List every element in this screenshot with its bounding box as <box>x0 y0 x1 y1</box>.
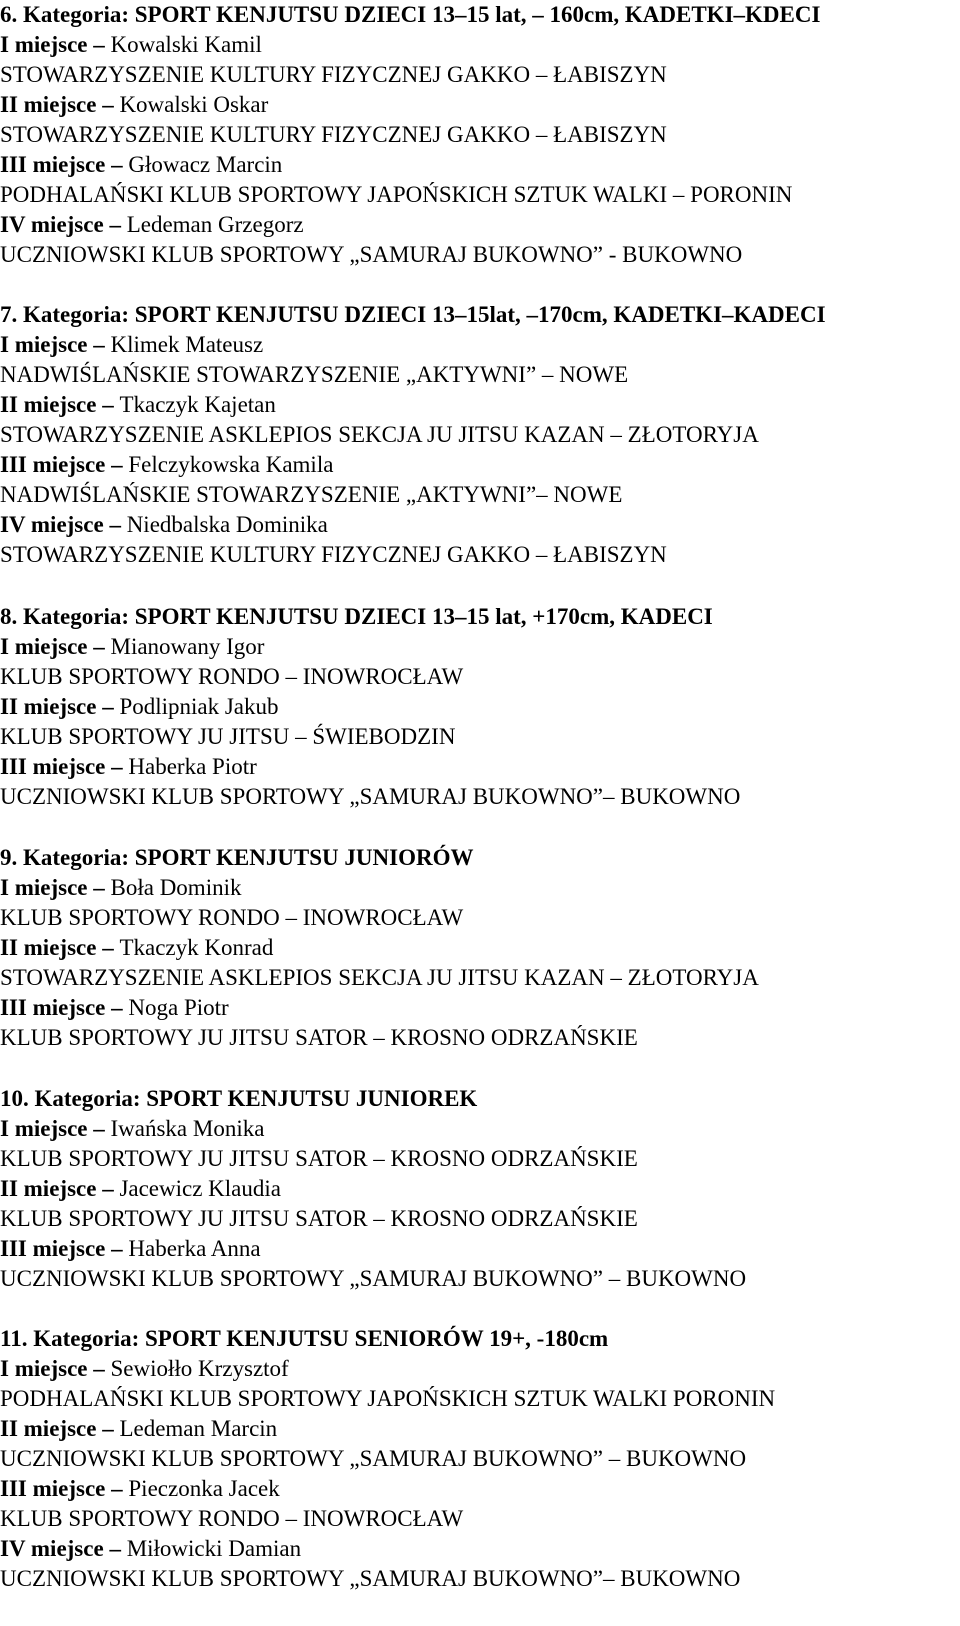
category-heading: 9. Kategoria: SPORT KENJUTSU JUNIORÓW <box>0 845 474 870</box>
place-label: I miejsce <box>0 32 88 57</box>
club-name: NADWIŚLAŃSKIE STOWARZYSZENIE „AKTYWNI” – NOWE <box>0 362 629 387</box>
place-label: III miejsce <box>0 754 106 779</box>
club-name: KLUB SPORTOWY RONDO – INOWROCŁAW <box>0 1506 464 1531</box>
place-label: III miejsce <box>0 152 106 177</box>
result-place-name <box>0 150 282 180</box>
category-heading: 8. Kategoria: SPORT KENJUTSU DZIECI 13–15 lat, +170cm, KADECI <box>0 604 713 629</box>
result-place-name <box>0 1414 277 1444</box>
place-label: II miejsce <box>0 694 97 719</box>
club-name: KLUB SPORTOWY RONDO – INOWROCŁAW <box>0 905 464 930</box>
place-label: I miejsce <box>0 875 88 900</box>
place-separator: – <box>96 935 120 960</box>
result-place-name <box>0 993 229 1023</box>
place-label: III miejsce <box>0 1476 106 1501</box>
place-label: II miejsce <box>0 1176 97 1201</box>
place-label: I miejsce <box>0 1356 88 1381</box>
place-separator: – <box>87 332 111 357</box>
category-heading: 10. Kategoria: SPORT KENJUTSU JUNIOREK <box>0 1086 478 1111</box>
place-label: IV miejsce <box>0 212 104 237</box>
result-place-name <box>0 873 241 903</box>
club-name: UCZNIOWSKI KLUB SPORTOWY „SAMURAJ BUKOWNO” - BUKOWNO <box>0 242 743 267</box>
competitor-name: Tkaczyk Konrad <box>119 935 274 960</box>
competitor-name: Jacewicz Klaudia <box>119 1176 281 1201</box>
place-separator: – <box>96 392 120 417</box>
place-separator: – <box>96 1416 120 1441</box>
place-separator: – <box>87 1116 111 1141</box>
competitor-name: Niedbalska Dominika <box>126 512 328 537</box>
place-separator: – <box>96 92 120 117</box>
category-heading: 6. Kategoria: SPORT KENJUTSU DZIECI 13–15 lat, – 160cm, KADETKI–KDECI <box>0 2 821 27</box>
club-name: STOWARZYSZENIE KULTURY FIZYCZNEJ GAKKO – ŁABISZYN <box>0 122 667 147</box>
place-label: II miejsce <box>0 935 97 960</box>
category-heading: 7. Kategoria: SPORT KENJUTSU DZIECI 13–15lat, –170cm, KADETKI–KADECI <box>0 302 826 327</box>
club-name: UCZNIOWSKI KLUB SPORTOWY „SAMURAJ BUKOWNO” – BUKOWNO <box>0 1446 747 1471</box>
competitor-name: Noga Piotr <box>128 995 229 1020</box>
place-separator: – <box>103 1536 127 1561</box>
place-label: I miejsce <box>0 332 88 357</box>
club-name: NADWIŚLAŃSKIE STOWARZYSZENIE „AKTYWNI”– NOWE <box>0 482 623 507</box>
competitor-name: Sewiołło Krzysztof <box>110 1356 289 1381</box>
competitor-name: Miłowicki Damian <box>126 1536 302 1561</box>
club-name: PODHALAŃSKI KLUB SPORTOWY JAPOŃSKICH SZTUK WALKI PORONIN <box>0 1386 776 1411</box>
club-name: KLUB SPORTOWY RONDO – INOWROCŁAW <box>0 664 464 689</box>
club-name: STOWARZYSZENIE ASKLEPIOS SEKCJA JU JITSU KAZAN – ZŁOTORYJA <box>0 422 759 447</box>
result-place-name <box>0 1534 301 1564</box>
place-separator: – <box>96 1176 120 1201</box>
place-separator: – <box>105 452 129 477</box>
place-label: I miejsce <box>0 1116 88 1141</box>
result-place-name <box>0 510 328 540</box>
competitor-name: Mianowany Igor <box>110 634 265 659</box>
place-label: II miejsce <box>0 1416 97 1441</box>
club-name: PODHALAŃSKI KLUB SPORTOWY JAPOŃSKICH SZTUK WALKI – PORONIN <box>0 182 793 207</box>
club-name: KLUB SPORTOWY JU JITSU SATOR – KROSNO ODRZAŃSKIE <box>0 1025 638 1050</box>
place-separator: – <box>87 32 111 57</box>
place-separator: – <box>87 875 111 900</box>
place-label: IV miejsce <box>0 512 104 537</box>
category-heading: 11. Kategoria: SPORT KENJUTSU SENIORÓW 19+, -180cm <box>0 1326 609 1351</box>
competitor-name: Kowalski Oskar <box>119 92 269 117</box>
place-label: IV miejsce <box>0 1536 104 1561</box>
club-name: STOWARZYSZENIE KULTURY FIZYCZNEJ GAKKO – ŁABISZYN <box>0 62 667 87</box>
result-place-name <box>0 1174 281 1204</box>
club-name: UCZNIOWSKI KLUB SPORTOWY „SAMURAJ BUKOWNO” – BUKOWNO <box>0 1266 747 1291</box>
club-name: UCZNIOWSKI KLUB SPORTOWY „SAMURAJ BUKOWNO”– BUKOWNO <box>0 784 741 809</box>
result-place-name <box>0 330 263 360</box>
competitor-name: Haberka Anna <box>128 1236 261 1261</box>
place-label: II miejsce <box>0 92 97 117</box>
competitor-name: Głowacz Marcin <box>128 152 283 177</box>
competitor-name: Ledeman Marcin <box>119 1416 278 1441</box>
result-place-name <box>0 752 257 782</box>
place-label: III miejsce <box>0 995 106 1020</box>
place-separator: – <box>105 754 129 779</box>
place-separator: – <box>103 212 127 237</box>
competitor-name: Iwańska Monika <box>110 1116 265 1141</box>
place-separator: – <box>105 1236 129 1261</box>
place-separator: – <box>87 634 111 659</box>
competitor-name: Tkaczyk Kajetan <box>119 392 276 417</box>
club-name: STOWARZYSZENIE ASKLEPIOS SEKCJA JU JITSU KAZAN – ZŁOTORYJA <box>0 965 759 990</box>
place-separator: – <box>105 152 129 177</box>
place-separator: – <box>96 694 120 719</box>
competitor-name: Podlipniak Jakub <box>119 694 279 719</box>
result-place-name <box>0 632 264 662</box>
club-name: KLUB SPORTOWY JU JITSU – ŚWIEBODZIN <box>0 724 456 749</box>
place-label: III miejsce <box>0 452 106 477</box>
result-place-name <box>0 933 273 963</box>
result-place-name <box>0 210 304 240</box>
place-separator: – <box>105 1476 129 1501</box>
competitor-name: Ledeman Grzegorz <box>126 212 304 237</box>
place-label: III miejsce <box>0 1236 106 1261</box>
competitor-name: Haberka Piotr <box>128 754 257 779</box>
club-name: UCZNIOWSKI KLUB SPORTOWY „SAMURAJ BUKOWNO”– BUKOWNO <box>0 1566 741 1591</box>
competitor-name: Felczykowska Kamila <box>128 452 334 477</box>
competitor-name: Kowalski Kamil <box>110 32 262 57</box>
result-place-name <box>0 1354 289 1384</box>
place-separator: – <box>103 512 127 537</box>
competitor-name: Klimek Mateusz <box>110 332 264 357</box>
result-place-name <box>0 692 279 722</box>
place-label: II miejsce <box>0 392 97 417</box>
club-name: KLUB SPORTOWY JU JITSU SATOR – KROSNO ODRZAŃSKIE <box>0 1206 638 1231</box>
result-place-name <box>0 90 268 120</box>
place-separator: – <box>87 1356 111 1381</box>
club-name: STOWARZYSZENIE KULTURY FIZYCZNEJ GAKKO – ŁABISZYN <box>0 542 667 567</box>
club-name: KLUB SPORTOWY JU JITSU SATOR – KROSNO ODRZAŃSKIE <box>0 1146 638 1171</box>
competitor-name: Pieczonka Jacek <box>128 1476 280 1501</box>
result-place-name <box>0 30 262 60</box>
place-label: I miejsce <box>0 634 88 659</box>
result-place-name <box>0 450 333 480</box>
result-place-name <box>0 390 276 420</box>
place-separator: – <box>105 995 129 1020</box>
competitor-name: Boła Dominik <box>110 875 242 900</box>
result-place-name <box>0 1234 261 1264</box>
result-place-name <box>0 1474 280 1504</box>
result-place-name <box>0 1114 264 1144</box>
